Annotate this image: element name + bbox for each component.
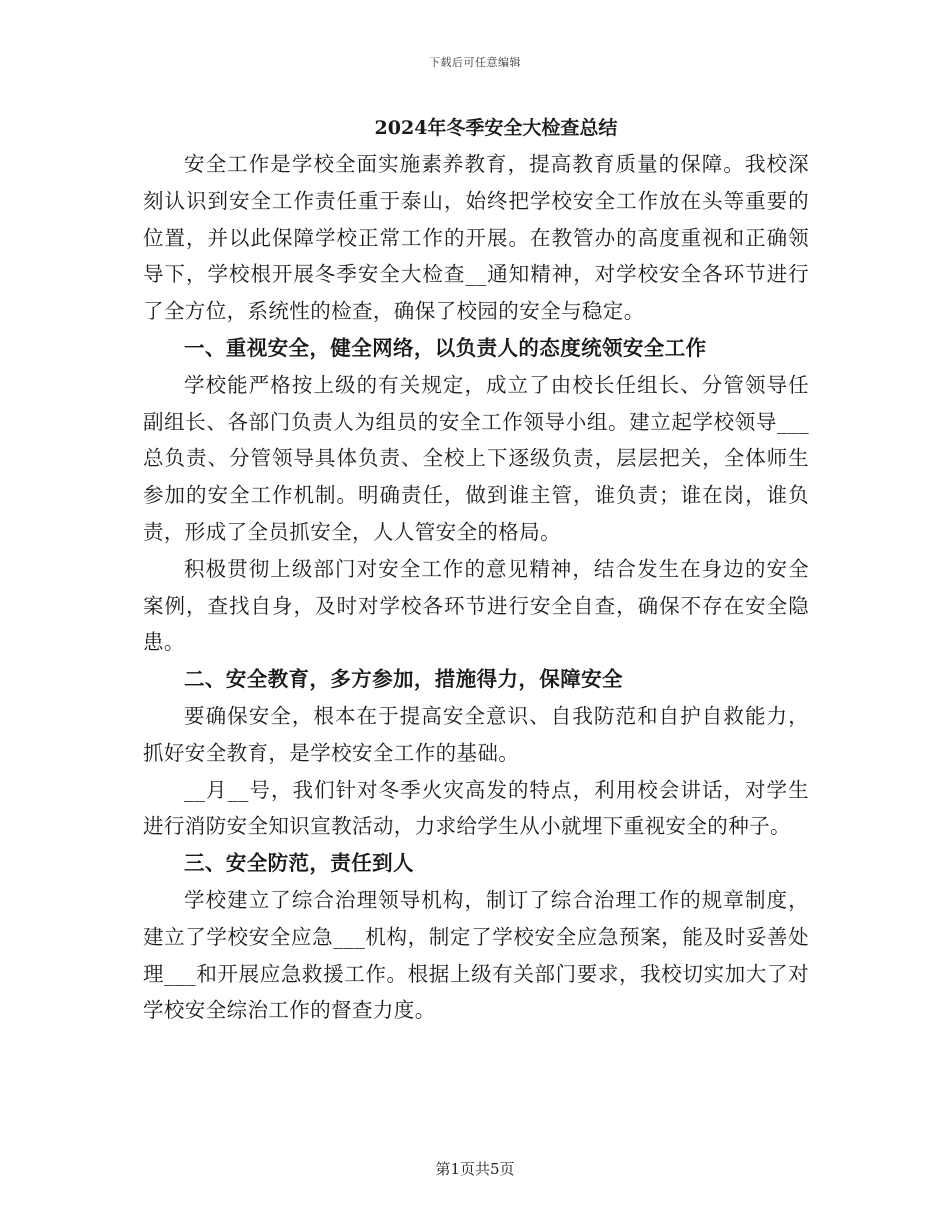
page-number: 第1页共5页 [435,1160,515,1178]
paragraph-self-check: 积极贯彻上级部门对安全工作的意见精神，结合发生在身边的安全案例，查找自身，及时对学校各环节进行安全自查，确保不存在安全隐患。 [143,556,809,655]
paragraph-leadership: 学校能严格按上级的有关规定，成立了由校长任组长、分管领导任副组长、各部门负责人为组员的安全工作领导小组。建立起学校领导___总负责、分管领导具体负责、全校上下逐级负责，层层把关，全体师生参加的安全工作机制。明确责任，做到谁主管，谁负责；谁在岗，谁负责，形成了全员抓安全，人人管安全的格局。 [143,372,809,544]
section-heading-3: 三、安全防范，责任到人 [184,851,414,876]
document-title: 2024年冬季安全大检查总结 [374,117,618,139]
section-heading-1: 一、重视安全，健全网络，以负责人的态度统领安全工作 [184,335,707,360]
paragraph-education: 要确保安全，根本在于提高安全意识、自我防范和自护自救能力，抓好安全教育，是学校安全工作的基础。 [143,703,809,765]
document-body [143,110,809,1029]
paragraph-prevention: 学校建立了综合治理领导机构，制订了综合治理工作的规章制度，建立了学校安全应急___机构，制定了学校安全应急预案，能及时妥善处理___和开展应急救援工作。根据上级有关部门要求，我校切实加大了对学校安全综治工作的督查力度。 [143,887,809,1023]
paragraph-fire-safety: __月__号，我们针对冬季火灾高发的特点，利用校会讲话，对学生进行消防安全知识宣教活动，力求给学生从小就埋下重视安全的种子。 [143,777,809,839]
section-heading-2: 二、安全教育，多方参加，措施得力，保障安全 [184,667,623,692]
paragraph-intro: 安全工作是学校全面实施素养教育，提高教育质量的保障。我校深刻认识到安全工作责任重于泰山，始终把学校安全工作放在头等重要的位置，并以此保障学校正常工作的开展。在教管办的高度重视和正确领导下，学校根开展冬季安全大检查__通知精神，对学校安全各环节进行了全方位，系统性的检查，确保了校园的安全与稳定。 [143,152,809,324]
header-note: 下载后可任意编辑 [429,56,521,69]
